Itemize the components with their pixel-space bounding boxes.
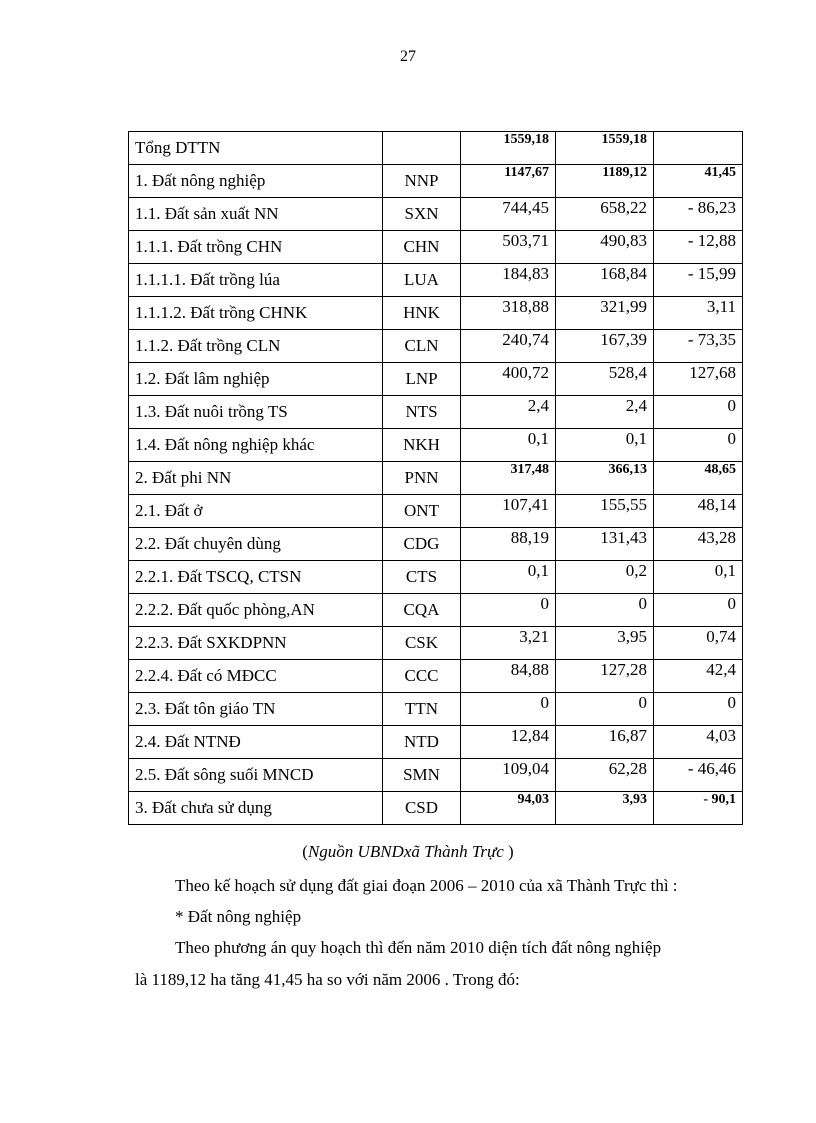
- area-2010-cell: 366,13: [556, 462, 654, 495]
- area-2006-cell: 109,04: [461, 759, 556, 792]
- land-type-cell: 1.1.2. Đất trồng CLN: [129, 330, 383, 363]
- land-type-cell: 1. Đất nông nghiệp: [129, 165, 383, 198]
- area-2006-cell: 744,45: [461, 198, 556, 231]
- land-type-cell: Tổng DTTN: [129, 132, 383, 165]
- area-change-cell: 48,65: [654, 462, 743, 495]
- area-2010-cell: 0,2: [556, 561, 654, 594]
- area-2010-cell: 16,87: [556, 726, 654, 759]
- area-change-cell: 0: [654, 594, 743, 627]
- land-code-cell: CCC: [383, 660, 461, 693]
- land-type-cell: 2.1. Đất ở: [129, 495, 383, 528]
- area-change-cell: - 90,1: [654, 792, 743, 825]
- land-type-cell: 1.2. Đất lâm nghiệp: [129, 363, 383, 396]
- area-2006-cell: 400,72: [461, 363, 556, 396]
- table-row: [129, 396, 743, 429]
- table-row: [129, 660, 743, 693]
- area-change-cell: 42,4: [654, 660, 743, 693]
- land-code-cell: CQA: [383, 594, 461, 627]
- area-2010-cell: 1559,18: [556, 132, 654, 165]
- land-use-table: [128, 131, 743, 825]
- land-type-cell: 2. Đất phi NN: [129, 462, 383, 495]
- area-change-cell: - 86,23: [654, 198, 743, 231]
- area-change-cell: 3,11: [654, 297, 743, 330]
- land-code-cell: NTD: [383, 726, 461, 759]
- area-change-cell: 43,28: [654, 528, 743, 561]
- area-change-cell: 0: [654, 429, 743, 462]
- land-use-table-body: [129, 132, 743, 825]
- area-change-cell: - 15,99: [654, 264, 743, 297]
- area-2010-cell: 3,95: [556, 627, 654, 660]
- area-change-cell: 0: [654, 396, 743, 429]
- area-2006-cell: 318,88: [461, 297, 556, 330]
- source-text: Nguồn UBNDxã Thành Trực: [307, 842, 504, 861]
- table-row: [129, 726, 743, 759]
- area-2010-cell: 62,28: [556, 759, 654, 792]
- table-row: [129, 594, 743, 627]
- area-2010-cell: 167,39: [556, 330, 654, 363]
- land-code-cell: CSD: [383, 792, 461, 825]
- area-2010-cell: 127,28: [556, 660, 654, 693]
- table-source-note: [0, 842, 816, 862]
- paragraph-agri-heading: * Đất nông nghiệp: [175, 907, 302, 926]
- land-code-cell: LNP: [383, 363, 461, 396]
- land-code-cell: LUA: [383, 264, 461, 297]
- land-code-cell: CHN: [383, 231, 461, 264]
- table-row: [129, 693, 743, 726]
- area-2006-cell: 88,19: [461, 528, 556, 561]
- area-2010-cell: 3,93: [556, 792, 654, 825]
- area-2010-cell: 131,43: [556, 528, 654, 561]
- land-code-cell: CSK: [383, 627, 461, 660]
- area-2010-cell: 1189,12: [556, 165, 654, 198]
- area-change-cell: 0,1: [654, 561, 743, 594]
- land-code-cell: SXN: [383, 198, 461, 231]
- land-type-cell: 1.1.1.2. Đất trồng CHNK: [129, 297, 383, 330]
- land-type-cell: 1.1.1.1. Đất trồng lúa: [129, 264, 383, 297]
- area-2010-cell: 168,84: [556, 264, 654, 297]
- land-type-cell: 2.3. Đất tôn giáo TN: [129, 693, 383, 726]
- area-2006-cell: 0: [461, 594, 556, 627]
- land-type-cell: 2.4. Đất NTNĐ: [129, 726, 383, 759]
- table-row: [129, 759, 743, 792]
- land-code-cell: NTS: [383, 396, 461, 429]
- land-type-cell: 1.1.1. Đất trồng CHN: [129, 231, 383, 264]
- page-number: 27: [400, 48, 416, 65]
- land-code-cell: [383, 132, 461, 165]
- paragraph-agri-text-line2: là 1189,12 ha tăng 41,45 ha so với năm 2006 . Trong đó:: [135, 970, 520, 989]
- table-row: [129, 231, 743, 264]
- table-row: [129, 363, 743, 396]
- area-change-cell: 4,03: [654, 726, 743, 759]
- area-change-cell: 48,14: [654, 495, 743, 528]
- paragraph-plan-intro: Theo kế hoạch sử dụng đất giai đoạn 2006 – 2010 của xã Thành Trực thì :: [175, 876, 678, 895]
- table-row: [129, 627, 743, 660]
- area-change-cell: 0,74: [654, 627, 743, 660]
- table-row: [129, 528, 743, 561]
- table-row: [129, 198, 743, 231]
- area-2010-cell: 658,22: [556, 198, 654, 231]
- table-row: [129, 429, 743, 462]
- paragraph-agri-text-line1: Theo phương án quy hoạch thì đến năm 2010 diện tích đất nông nghiệp: [175, 938, 662, 957]
- area-2006-cell: 1559,18: [461, 132, 556, 165]
- land-code-cell: ONT: [383, 495, 461, 528]
- table-row: [129, 132, 743, 165]
- area-2006-cell: 3,21: [461, 627, 556, 660]
- land-code-cell: CDG: [383, 528, 461, 561]
- land-code-cell: NKH: [383, 429, 461, 462]
- land-code-cell: CTS: [383, 561, 461, 594]
- area-change-cell: - 46,46: [654, 759, 743, 792]
- land-code-cell: HNK: [383, 297, 461, 330]
- table-row: [129, 165, 743, 198]
- table-row: [129, 297, 743, 330]
- area-2006-cell: 12,84: [461, 726, 556, 759]
- land-type-cell: 2.5. Đất sông suối MNCD: [129, 759, 383, 792]
- land-code-cell: NNP: [383, 165, 461, 198]
- area-2006-cell: 184,83: [461, 264, 556, 297]
- area-2010-cell: 0: [556, 693, 654, 726]
- area-2006-cell: 0,1: [461, 429, 556, 462]
- table-row: [129, 495, 743, 528]
- area-2010-cell: 0,1: [556, 429, 654, 462]
- area-change-cell: 41,45: [654, 165, 743, 198]
- land-type-cell: 1.3. Đất nuôi trồng TS: [129, 396, 383, 429]
- land-type-cell: 2.2.3. Đất SXKDPNN: [129, 627, 383, 660]
- land-type-cell: 1.1. Đất sản xuất NN: [129, 198, 383, 231]
- source-close-paren: ): [508, 842, 514, 861]
- area-2010-cell: 490,83: [556, 231, 654, 264]
- area-2010-cell: 155,55: [556, 495, 654, 528]
- table-row: [129, 330, 743, 363]
- area-change-cell: [654, 132, 743, 165]
- land-type-cell: 3. Đất chưa sử dụng: [129, 792, 383, 825]
- land-type-cell: 2.2.1. Đất TSCQ, CTSN: [129, 561, 383, 594]
- source-open-paren: (: [302, 842, 308, 861]
- area-2010-cell: 2,4: [556, 396, 654, 429]
- area-2006-cell: 84,88: [461, 660, 556, 693]
- land-type-cell: 2.2.2. Đất quốc phòng,AN: [129, 594, 383, 627]
- area-2010-cell: 528,4: [556, 363, 654, 396]
- area-2006-cell: 1147,67: [461, 165, 556, 198]
- area-change-cell: 127,68: [654, 363, 743, 396]
- area-2010-cell: 0: [556, 594, 654, 627]
- area-2006-cell: 503,71: [461, 231, 556, 264]
- table-row: [129, 462, 743, 495]
- land-type-cell: 1.4. Đất nông nghiệp khác: [129, 429, 383, 462]
- area-2006-cell: 107,41: [461, 495, 556, 528]
- land-type-cell: 2.2.4. Đất có MĐCC: [129, 660, 383, 693]
- land-code-cell: SMN: [383, 759, 461, 792]
- area-change-cell: 0: [654, 693, 743, 726]
- table-row: [129, 264, 743, 297]
- area-2006-cell: 0,1: [461, 561, 556, 594]
- table-row: [129, 561, 743, 594]
- land-code-cell: CLN: [383, 330, 461, 363]
- land-code-cell: TTN: [383, 693, 461, 726]
- area-change-cell: - 12,88: [654, 231, 743, 264]
- area-2006-cell: 240,74: [461, 330, 556, 363]
- land-type-cell: 2.2. Đất chuyên dùng: [129, 528, 383, 561]
- area-2006-cell: 317,48: [461, 462, 556, 495]
- area-2006-cell: 0: [461, 693, 556, 726]
- area-2006-cell: 2,4: [461, 396, 556, 429]
- area-2010-cell: 321,99: [556, 297, 654, 330]
- area-2006-cell: 94,03: [461, 792, 556, 825]
- area-change-cell: - 73,35: [654, 330, 743, 363]
- land-code-cell: PNN: [383, 462, 461, 495]
- table-row: [129, 792, 743, 825]
